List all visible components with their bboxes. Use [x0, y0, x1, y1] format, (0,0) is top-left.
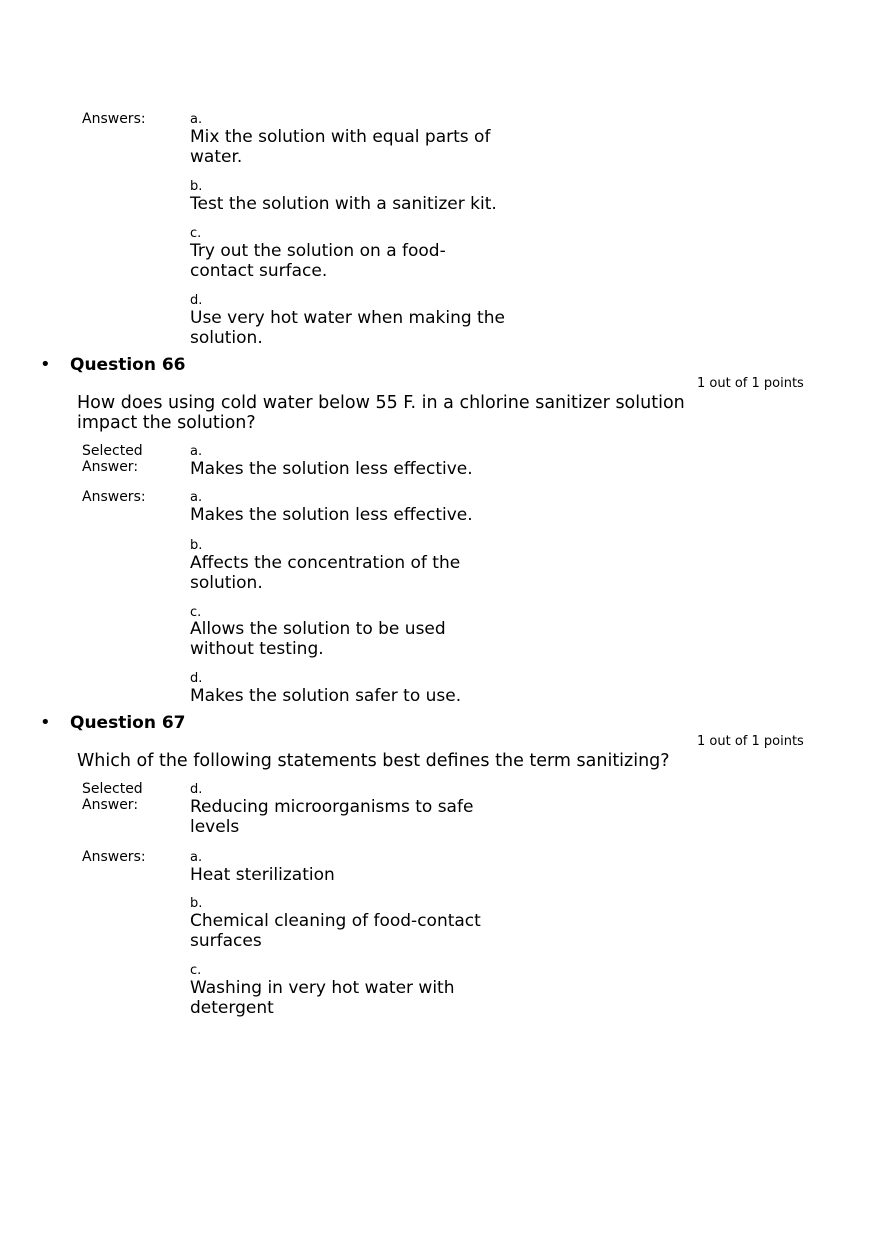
answer-text: water. [190, 147, 243, 167]
selected-answer-label: Selected [82, 443, 143, 459]
question-title: Question 66 [70, 355, 186, 375]
answer-letter: a. [190, 850, 203, 865]
answer-text: surfaces [190, 931, 262, 951]
answer-text: Mix the solution with equal parts of [190, 127, 491, 147]
question-text: How does using cold water below 55 F. in a chlorine sanitizer solution [77, 393, 685, 413]
answer-letter: c. [190, 226, 202, 241]
answer-letter: c. [190, 963, 202, 978]
answer-text: Use very hot water when making the [190, 308, 505, 328]
answers-label: Answers: [82, 489, 146, 505]
selected-answer-text: Reducing microorganisms to safe [190, 797, 474, 817]
answers-label: Answers: [82, 849, 146, 865]
answer-text: Test the solution with a sanitizer kit. [190, 194, 497, 214]
answer-letter: d. [190, 671, 203, 686]
answer-text: without testing. [190, 639, 324, 659]
answer-text: Heat sterilization [190, 865, 335, 885]
selected-answer-label: Selected [82, 781, 143, 797]
answer-text: Makes the solution less effective. [190, 505, 473, 525]
answers-label: Answers: [82, 111, 146, 127]
selected-answer-label: Answer: [82, 459, 139, 475]
selected-answer-text: levels [190, 817, 240, 837]
answer-letter: b. [190, 896, 203, 911]
question-text: Which of the following statements best defines the term sanitizing? [77, 751, 670, 771]
points-label: 1 out of 1 points [697, 376, 804, 391]
answer-text: Try out the solution on a food- [190, 241, 446, 261]
answer-text: Makes the solution safer to use. [190, 686, 462, 706]
answer-letter: c. [190, 605, 202, 620]
answer-text: Allows the solution to be used [190, 619, 446, 639]
answer-text: contact surface. [190, 261, 328, 281]
answer-text: Chemical cleaning of food-contact [190, 911, 481, 931]
answer-letter: b. [190, 179, 203, 194]
selected-answer-letter: d. [190, 782, 203, 797]
answer-text: solution. [190, 573, 263, 593]
answer-letter: a. [190, 490, 203, 505]
answer-letter: d. [190, 293, 203, 308]
answer-text: Washing in very hot water with [190, 978, 455, 998]
answer-text: detergent [190, 998, 274, 1018]
answer-text: Affects the concentration of the [190, 553, 461, 573]
bullet-icon: • [40, 712, 51, 733]
bullet-icon: • [40, 354, 51, 375]
question-title: Question 67 [70, 713, 186, 733]
selected-answer-label: Answer: [82, 797, 139, 813]
answer-text: solution. [190, 328, 263, 348]
answer-letter: a. [190, 112, 203, 127]
selected-answer-text: Makes the solution less effective. [190, 459, 473, 479]
points-label: 1 out of 1 points [697, 734, 804, 749]
selected-answer-letter: a. [190, 444, 203, 459]
answer-letter: b. [190, 538, 203, 553]
question-text: impact the solution? [77, 413, 256, 433]
